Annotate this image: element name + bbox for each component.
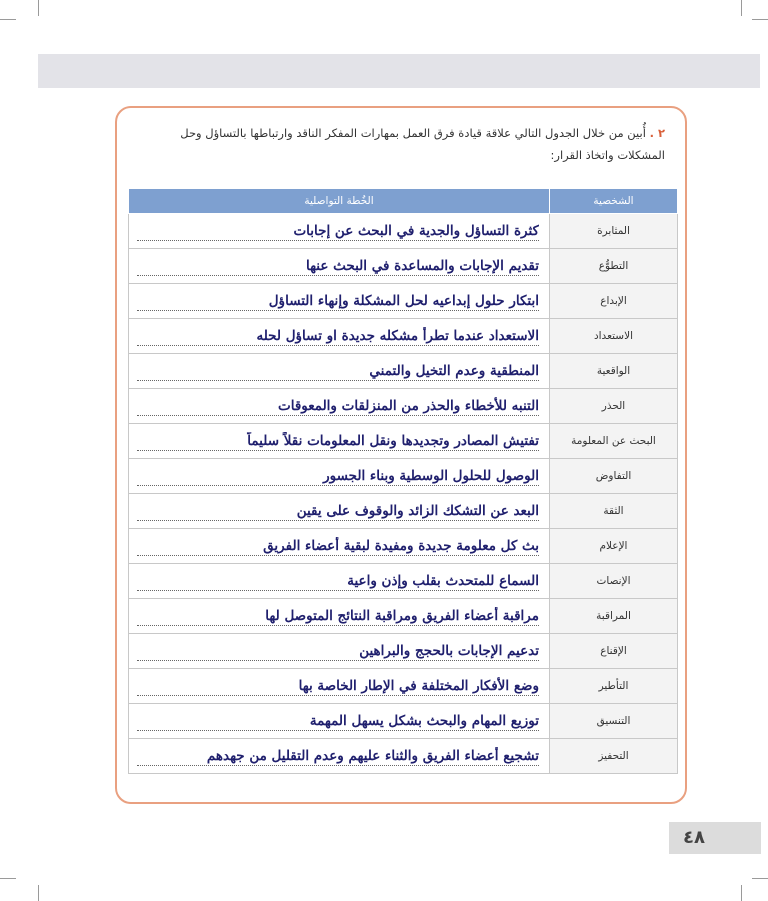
handwritten-answer: كثرة التساؤل والجدية في البحث عن إجابات: [137, 222, 539, 241]
table-row: [129, 599, 678, 634]
plan-cell: [129, 249, 550, 284]
trait-cell: التأطير: [550, 669, 678, 704]
trait-cell: الإعلام: [550, 529, 678, 564]
plan-cell: [129, 634, 550, 669]
header-band: [38, 54, 760, 88]
exercise-frame: [115, 106, 687, 804]
trait-cell: الإقناع: [550, 634, 678, 669]
crop-mark: [752, 878, 768, 879]
table-row: [129, 529, 678, 564]
handwritten-answer: توزيع المهام والبحث بشكل يسهل المهمة: [137, 712, 539, 731]
trait-cell: الثقة: [550, 494, 678, 529]
handwritten-answer: المنطقية وعدم التخيل والتمني: [137, 362, 539, 381]
trait-cell: الإبداع: [550, 284, 678, 319]
plan-cell: [129, 284, 550, 319]
handwritten-answer: تدعيم الإجابات بالحجج والبراهين: [137, 642, 539, 661]
table-row: [129, 424, 678, 459]
communication-plan-table: [128, 188, 678, 774]
crop-mark: [741, 0, 742, 16]
crop-mark: [0, 19, 16, 20]
crop-mark: [0, 878, 16, 879]
table-row: [129, 739, 678, 774]
plan-cell: [129, 704, 550, 739]
table-row: [129, 389, 678, 424]
trait-cell: المراقبة: [550, 599, 678, 634]
trait-cell: الواقعية: [550, 354, 678, 389]
plan-cell: [129, 739, 550, 774]
question-body: أُبين من خلال الجدول التالي علاقة قيادة فرق العمل بمهارات المفكر الناقد وارتباطها بالتساؤل وحل المشكلات واتخاذ القرار:: [180, 126, 665, 162]
plan-cell: [129, 389, 550, 424]
table-row: [129, 564, 678, 599]
trait-cell: الإنصات: [550, 564, 678, 599]
trait-cell: المثابرة: [550, 214, 678, 249]
table-row: [129, 319, 678, 354]
plan-cell: [129, 354, 550, 389]
table-header-row: [129, 189, 678, 214]
trait-cell: التحفيز: [550, 739, 678, 774]
table-row: [129, 249, 678, 284]
handwritten-answer: التنبه للأخطاء والحذر من المنزلقات والمعوقات: [137, 397, 539, 416]
handwritten-answer: مراقبة أعضاء الفريق ومراقبة النتائج المتوصل لها: [137, 607, 539, 626]
trait-cell: التفاوض: [550, 459, 678, 494]
handwritten-answer: وضع الأفكار المختلفة في الإطار الخاصة بها: [137, 677, 539, 696]
trait-cell: الحذر: [550, 389, 678, 424]
table-row: [129, 704, 678, 739]
plan-cell: [129, 529, 550, 564]
handwritten-answer: السماع للمتحدث بقلب وإذن واعية: [137, 572, 539, 591]
crop-mark: [741, 885, 742, 901]
table-row: [129, 459, 678, 494]
plan-cell: [129, 564, 550, 599]
question-number: ٢ .: [649, 126, 665, 140]
trait-cell: الاستعداد: [550, 319, 678, 354]
table-row: [129, 669, 678, 704]
page-number: ٤٨: [669, 822, 761, 854]
trait-cell: التطوُّع: [550, 249, 678, 284]
crop-mark: [38, 885, 39, 901]
plan-cell: [129, 319, 550, 354]
trait-cell: البحث عن المعلومة: [550, 424, 678, 459]
trait-cell: التنسيق: [550, 704, 678, 739]
handwritten-answer: تفتيش المصادر وتجديدها ونقل المعلومات نقلاً سليماً: [137, 432, 539, 451]
handwritten-answer: بث كل معلومة جديدة ومفيدة لبقية أعضاء الفريق: [137, 537, 539, 556]
question-text: [130, 122, 665, 166]
handwritten-answer: الاستعداد عندما تطرأ مشكله جديدة او تساؤل لحله: [137, 327, 539, 346]
table-row: [129, 354, 678, 389]
table-row: [129, 634, 678, 669]
crop-mark: [752, 19, 768, 20]
header-plan: الخُطة التواصلية: [129, 189, 550, 214]
table-row: [129, 214, 678, 249]
handwritten-answer: تشجيع أعضاء الفريق والثناء عليهم وعدم التقليل من جهدهم: [137, 747, 539, 766]
plan-cell: [129, 669, 550, 704]
plan-cell: [129, 599, 550, 634]
handwritten-answer: تقديم الإجابات والمساعدة في البحث عنها: [137, 257, 539, 276]
handwritten-answer: البعد عن التشكك الزائد والوقوف على يقين: [137, 502, 539, 521]
header-trait: الشخصية: [550, 189, 678, 214]
plan-cell: [129, 214, 550, 249]
plan-cell: [129, 424, 550, 459]
plan-cell: [129, 494, 550, 529]
handwritten-answer: ابتكار حلول إبداعيه لحل المشكلة وإنهاء التساؤل: [137, 292, 539, 311]
crop-mark: [38, 0, 39, 16]
table-row: [129, 494, 678, 529]
table-row: [129, 284, 678, 319]
handwritten-answer: الوصول للحلول الوسطية وبناء الجسور: [137, 467, 539, 486]
plan-cell: [129, 459, 550, 494]
